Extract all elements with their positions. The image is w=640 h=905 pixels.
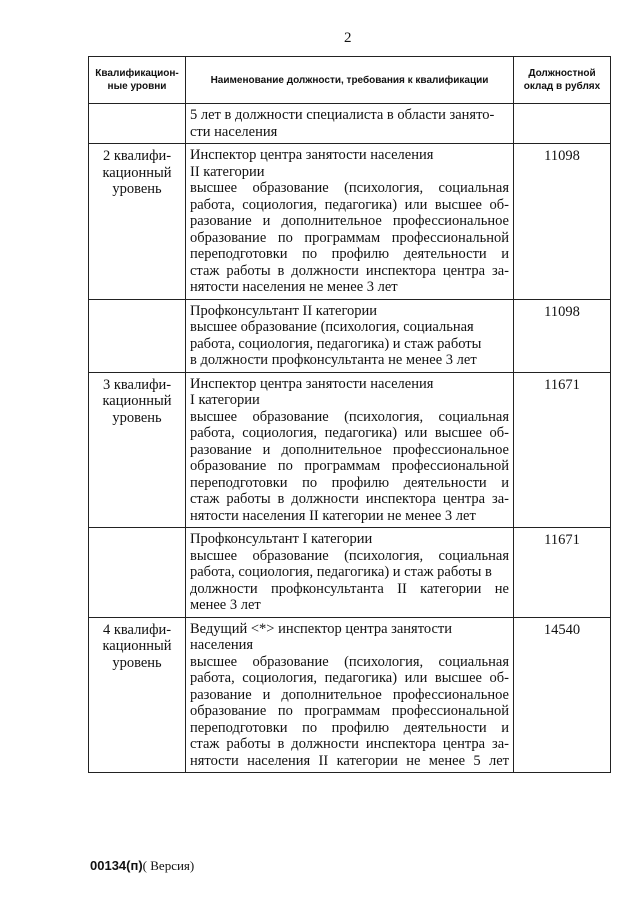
position-requirements-cell: 5 лет в должности специалиста в области занято- сти населения <box>186 104 514 144</box>
header-salary: Должностной оклад в рублях <box>514 57 611 104</box>
qualification-table <box>88 56 611 773</box>
qualification-level-cell <box>89 104 186 144</box>
header-position-name: Наименование должности, требования к квалификации <box>186 57 514 104</box>
qualification-level-cell: 3 квалифи- кационный уровень <box>89 372 186 528</box>
qualification-level-cell <box>89 299 186 372</box>
qualification-level-cell: 4 квалифи- кационный уровень <box>89 617 186 773</box>
header-levels: Квалификацион- ные уровни <box>89 57 186 104</box>
document-footer <box>90 858 194 874</box>
salary-cell: 11098 <box>514 299 611 372</box>
position-requirements-cell: Профконсультант I категории высшее образование (психология, социальная работа, социология, педагогика) и стаж работы в должности профконсультанта II категории не менее 3 лет <box>186 528 514 618</box>
salary-cell <box>514 104 611 144</box>
document-code: 00134(п) <box>90 858 143 873</box>
table-header-row <box>89 57 611 104</box>
position-requirements-cell: Профконсультант II категории высшее образование (психология, социальная работа, социология, педагогика) и стаж работы в должности профконсультанта не менее 3 лет <box>186 299 514 372</box>
salary-cell: 14540 <box>514 617 611 773</box>
salary-cell: 11098 <box>514 144 611 300</box>
page-number: 2 <box>344 30 352 46</box>
table-row <box>89 372 611 528</box>
qualification-level-cell: 2 квалифи- кационный уровень <box>89 144 186 300</box>
position-requirements-cell: Ведущий <*> инспектор центра занятости населения высшее образование (психология, социальная работа, социология, педагогика) или высшее об- разование и дополнительное профессиональное образование по программам профессиональной переподготовки по профилю деятельности и стаж работы в должности инспектора центра за- нятости населения II категории не менее 5 лет <box>186 617 514 773</box>
position-requirements-cell: Инспектор центра занятости населения I категории высшее образование (психология, социальная работа, социология, педагогика) или высшее об- разование и дополнительное профессиональное образование по программам профессиональной переподготовки по профилю деятельности и стаж работы в должности инспектора центра за- нятости населения II категории не менее 3 лет <box>186 372 514 528</box>
salary-cell: 11671 <box>514 372 611 528</box>
table-row <box>89 617 611 773</box>
salary-cell: 11671 <box>514 528 611 618</box>
table-row <box>89 528 611 618</box>
position-requirements-cell: Инспектор центра занятости населения II категории высшее образование (психология, социальная работа, социология, педагогика) или высшее об- разование и дополнительное профессиональное образование по программам профессиональной переподготовки по профилю деятельности и стаж работы в должности инспектора центра за- нятости населения не менее 3 лет <box>186 144 514 300</box>
qualification-level-cell <box>89 528 186 618</box>
table-row <box>89 144 611 300</box>
table-row <box>89 299 611 372</box>
document-version: ( Версия) <box>142 858 195 873</box>
table-row <box>89 104 611 144</box>
